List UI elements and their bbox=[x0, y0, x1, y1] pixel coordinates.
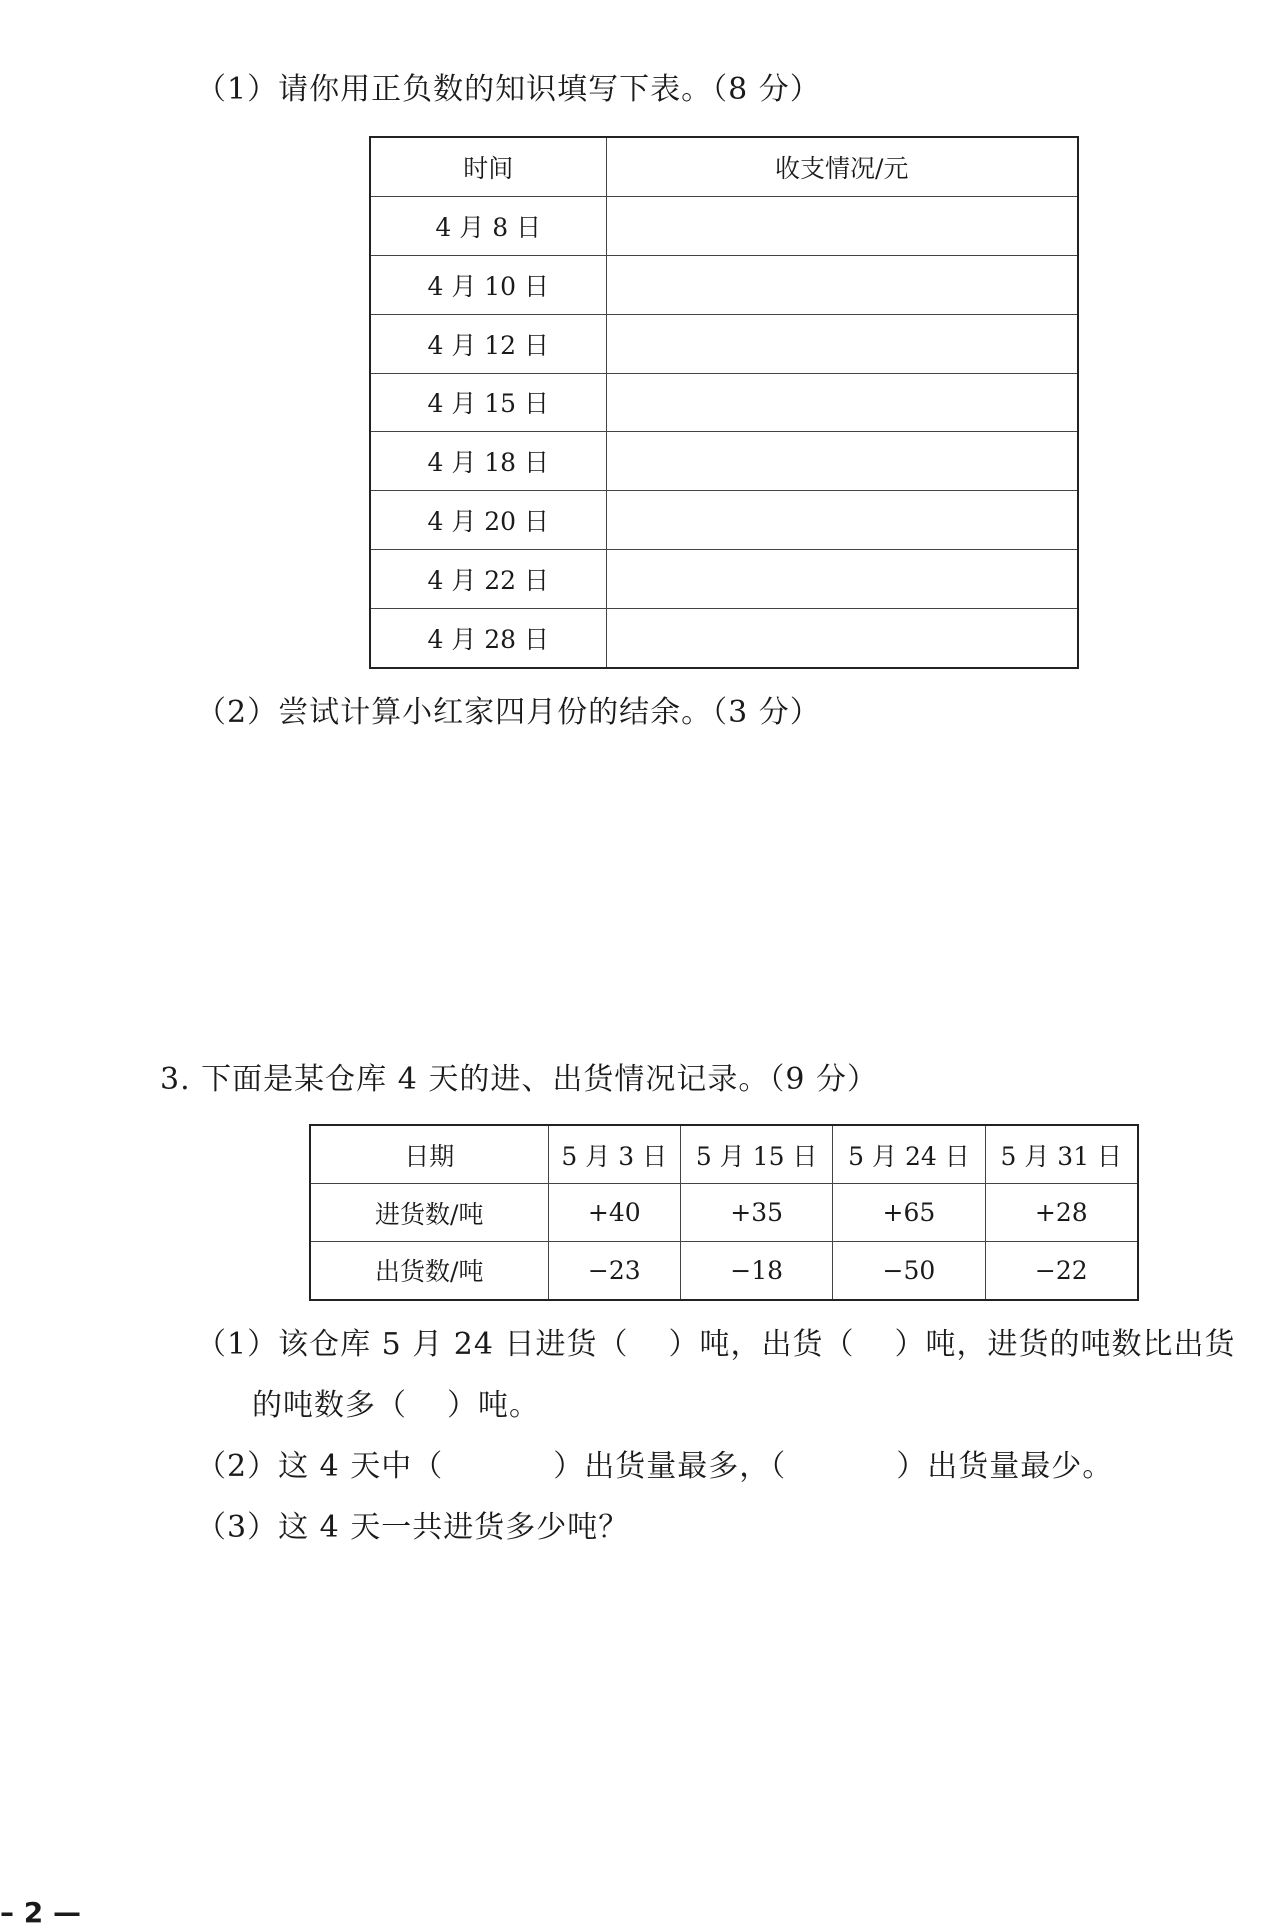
header-date-col: 5 月 31 日 bbox=[985, 1125, 1138, 1184]
question-3-1-cont bbox=[252, 1386, 540, 1426]
header-balance: 收支情况/元 bbox=[606, 137, 1078, 197]
table-row bbox=[370, 608, 1078, 668]
question-3-1 bbox=[196, 1325, 1236, 1365]
warehouse-table bbox=[309, 1124, 1139, 1301]
date-cell: 4 月 10 日 bbox=[370, 255, 606, 314]
table-row bbox=[370, 197, 1078, 256]
income-expense-table bbox=[369, 136, 1079, 669]
q3-1-text-a: （1）该仓库 5 月 24 日进货（ bbox=[196, 1327, 629, 1362]
table-row bbox=[370, 491, 1078, 550]
header-time: 时间 bbox=[370, 137, 606, 197]
header-date-col: 5 月 15 日 bbox=[681, 1125, 833, 1184]
outgoing-value: −23 bbox=[548, 1241, 681, 1300]
page-number: – 2 — bbox=[0, 1896, 81, 1929]
answer-cell[interactable] bbox=[606, 255, 1078, 314]
date-cell: 4 月 20 日 bbox=[370, 491, 606, 550]
q3-2-text-a: （2）这 4 天中（ bbox=[196, 1449, 444, 1484]
table-row bbox=[370, 314, 1078, 373]
incoming-value: +40 bbox=[548, 1184, 681, 1242]
header-date: 日期 bbox=[310, 1125, 548, 1184]
outgoing-value: −22 bbox=[985, 1241, 1138, 1300]
answer-cell[interactable] bbox=[606, 491, 1078, 550]
q3-2-text-c: ）出货量最少。 bbox=[896, 1449, 1114, 1484]
table-header-row bbox=[310, 1125, 1138, 1184]
table-row bbox=[370, 432, 1078, 491]
answer-cell[interactable] bbox=[606, 314, 1078, 373]
date-cell: 4 月 8 日 bbox=[370, 197, 606, 256]
table-row-outgoing bbox=[310, 1241, 1138, 1300]
answer-cell[interactable] bbox=[606, 197, 1078, 256]
question-3-title: 3. 下面是某仓库 4 天的进、出货情况记录。（9 分） bbox=[160, 1062, 878, 1097]
question-3-3: （3）这 4 天一共进货多少吨？ bbox=[196, 1510, 630, 1545]
header-date-col: 5 月 24 日 bbox=[833, 1125, 985, 1184]
row-label-incoming: 进货数/吨 bbox=[310, 1184, 548, 1242]
incoming-value: +65 bbox=[833, 1184, 985, 1242]
date-cell: 4 月 22 日 bbox=[370, 549, 606, 608]
row-label-outgoing: 出货数/吨 bbox=[310, 1241, 548, 1300]
table-row bbox=[370, 373, 1078, 432]
outgoing-value: −18 bbox=[681, 1241, 833, 1300]
incoming-value: +35 bbox=[681, 1184, 833, 1242]
table-header-row bbox=[370, 137, 1078, 197]
q3-2-text-b: ）出货量最多，（ bbox=[553, 1449, 787, 1484]
question-1-2: （2）尝试计算小红家四月份的结余。（3 分） bbox=[196, 695, 821, 730]
date-cell: 4 月 15 日 bbox=[370, 373, 606, 432]
table-row bbox=[370, 549, 1078, 608]
table-row bbox=[370, 255, 1078, 314]
answer-cell[interactable] bbox=[606, 608, 1078, 668]
date-cell: 4 月 18 日 bbox=[370, 432, 606, 491]
q3-1-text-d: 的吨数多（ bbox=[252, 1388, 407, 1423]
answer-cell[interactable] bbox=[606, 549, 1078, 608]
q3-1-text-b: ）吨，出货（ bbox=[668, 1327, 855, 1362]
question-3-2 bbox=[196, 1447, 1113, 1487]
date-cell: 4 月 28 日 bbox=[370, 608, 606, 668]
header-date-col: 5 月 3 日 bbox=[548, 1125, 681, 1184]
outgoing-value: −50 bbox=[833, 1241, 985, 1300]
answer-cell[interactable] bbox=[606, 432, 1078, 491]
q3-1-text-c: ）吨，进货的吨数比出货 bbox=[894, 1327, 1236, 1362]
question-1-1: （1）请你用正负数的知识填写下表。（8 分） bbox=[196, 72, 821, 107]
date-cell: 4 月 12 日 bbox=[370, 314, 606, 373]
answer-cell[interactable] bbox=[606, 373, 1078, 432]
q3-1-text-e: ）吨。 bbox=[447, 1388, 540, 1423]
incoming-value: +28 bbox=[985, 1184, 1138, 1242]
table-row-incoming bbox=[310, 1184, 1138, 1242]
